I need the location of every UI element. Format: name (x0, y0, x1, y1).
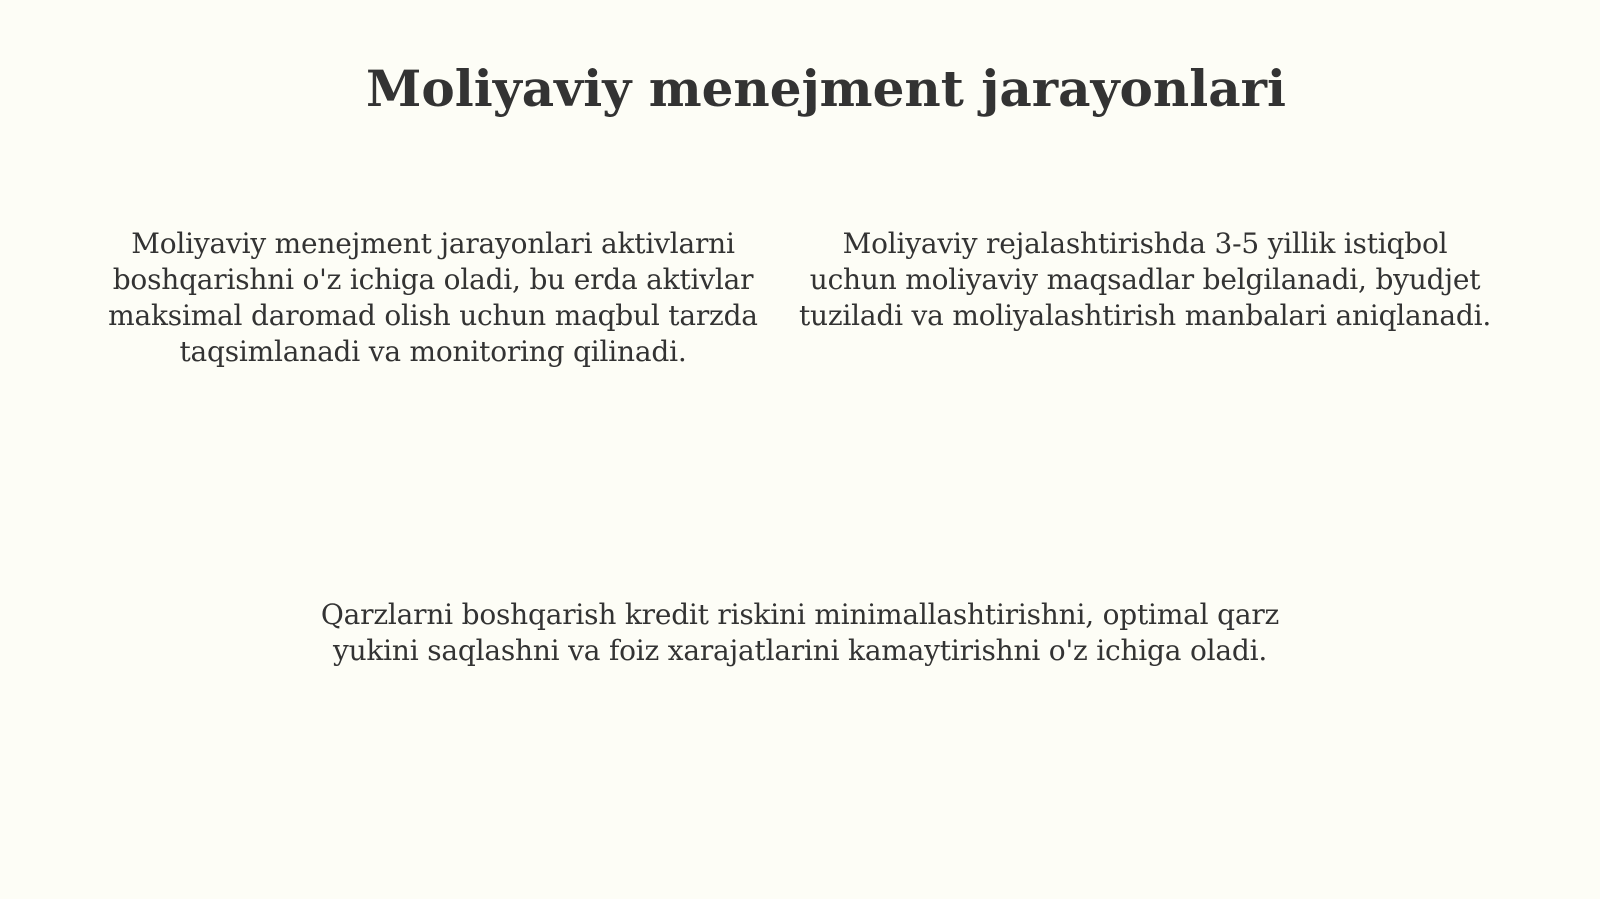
slide-title: Moliyaviy menejment jarayonlari (366, 59, 1286, 118)
debt-management-paragraph: Qarzlarni boshqarish kredit riskini minimallashtirishni, optimal qarz yukini saqlashni va foiz xarajatlarini kamaytirishni o'z ichiga oladi. (320, 598, 1280, 667)
asset-management-paragraph: Moliyaviy menejment jarayonlari aktivlarni boshqarishni o'z ichiga oladi, bu erda aktivlar maksimal daromad olish uchun maqbul tarzda taqsimlanadi va monitoring qilinadi. (108, 227, 758, 368)
financial-planning-paragraph: Moliyaviy rejalashtirishda 3-5 yillik istiqbol uchun moliyaviy maqsadlar belgilanadi, byudjet tuziladi va moliyalashtirish manbalari aniqlanadi. (798, 227, 1492, 332)
